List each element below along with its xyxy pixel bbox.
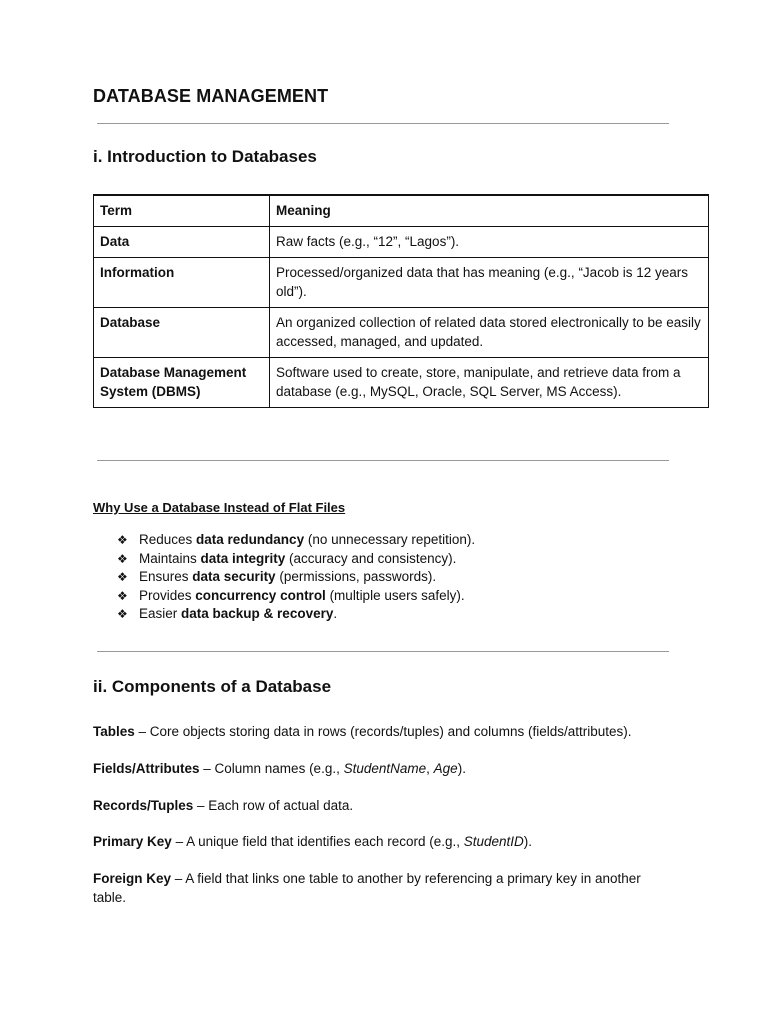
- list-item: ❖ Maintains data integrity (accuracy and consistency).: [117, 550, 475, 569]
- list-item: ❖ Easier data backup & recovery.: [117, 605, 475, 624]
- section-heading-intro: i. Introduction to Databases: [93, 147, 317, 166]
- table-cell-meaning: Software used to create, store, manipulate, and retrieve data from a database (e.g., MySQL, Oracle, SQL Server, MS Access).: [270, 358, 709, 408]
- table-cell-meaning: An organized collection of related data stored electronically to be easily accessed, managed, and updated.: [270, 308, 709, 358]
- definition-foreign-key: Foreign Key – A field that links one table to another by referencing a primary key in another table.: [93, 871, 641, 905]
- section-heading-components: ii. Components of a Database: [93, 677, 332, 696]
- table-cell-term: Database: [94, 308, 270, 358]
- table-header-term: Term: [94, 195, 270, 227]
- divider-top: [97, 123, 669, 124]
- diamond-bullet-icon: ❖: [117, 588, 128, 603]
- diamond-bullet-icon: ❖: [117, 607, 128, 621]
- diamond-bullet-icon: ❖: [117, 533, 128, 547]
- definition-primary-key: Primary Key – A unique field that identifies each record (e.g., StudentID).: [93, 834, 533, 849]
- table-cell-term: Information: [94, 258, 270, 308]
- list-item: ❖ Ensures data security (permissions, passwords).: [117, 568, 475, 587]
- table-header-row: [94, 195, 709, 227]
- terms-table: [93, 194, 709, 408]
- table-cell-meaning: Processed/organized data that has meaning (e.g., “Jacob is 12 years old”).: [270, 258, 709, 308]
- why-database-list: [117, 531, 475, 624]
- table-row: [94, 358, 709, 408]
- table-cell-meaning: Raw facts (e.g., “12”, “Lagos”).: [270, 227, 709, 258]
- divider-middle: [97, 460, 669, 461]
- definition-fields: Fields/Attributes – Column names (e.g., StudentName, Age).: [93, 761, 466, 776]
- diamond-bullet-icon: ❖: [117, 570, 128, 584]
- table-cell-term: Database Management System (DBMS): [94, 358, 270, 408]
- table-row: [94, 227, 709, 258]
- definition-records: Records/Tuples – Each row of actual data.: [93, 798, 354, 813]
- table-row: [94, 308, 709, 358]
- list-item: ❖ Provides concurrency control (multiple users safely).: [117, 587, 475, 606]
- list-item: ❖ Reduces data redundancy (no unnecessary repetition).: [117, 531, 475, 550]
- why-database-heading: Why Use a Database Instead of Flat Files: [93, 500, 346, 515]
- definition-tables: Tables – Core objects storing data in rows (records/tuples) and columns (fields/attributes).: [93, 724, 632, 739]
- diamond-bullet-icon: ❖: [117, 551, 128, 566]
- table-cell-term: Data: [94, 227, 270, 258]
- table-row: [94, 258, 709, 308]
- divider-bottom: [97, 651, 669, 652]
- table-header-meaning: Meaning: [270, 195, 709, 227]
- document-title: DATABASE MANAGEMENT: [93, 86, 329, 106]
